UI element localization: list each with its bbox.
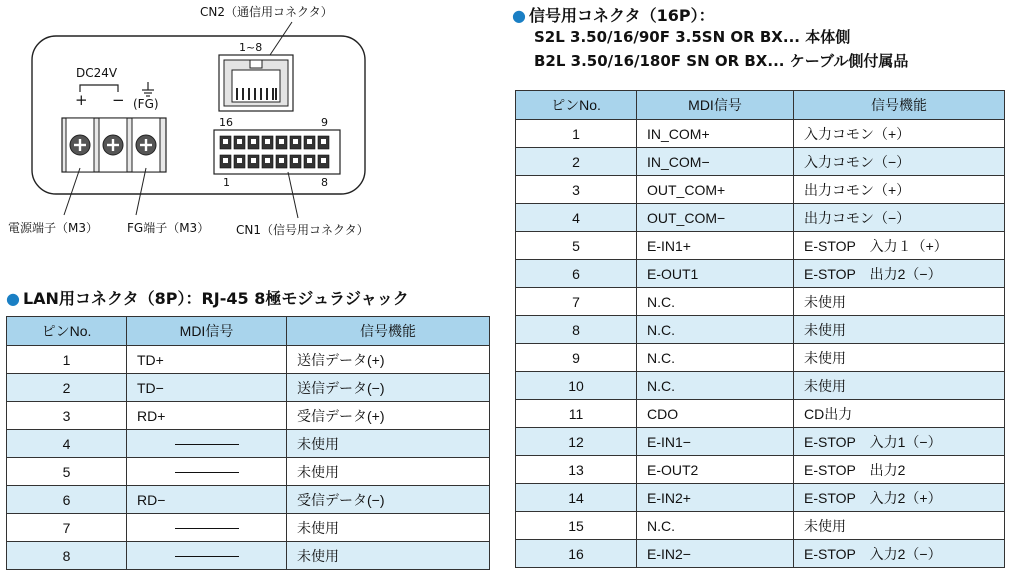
cn1-pin-9: 9 [321, 116, 328, 129]
pin-number: 8 [516, 316, 637, 344]
table-row [516, 148, 1005, 176]
signal-function: E-STOP 入力2（−） [794, 540, 1005, 568]
cn2-label: CN2（通信用コネクタ） [200, 5, 333, 19]
signal-function: E-STOP 入力1（−） [794, 428, 1005, 456]
pin-number: 7 [516, 288, 637, 316]
signal-part-main: S2L 3.50/16/90F 3.5SN OR BX... 本体側 [534, 28, 851, 46]
table-row [516, 372, 1005, 400]
cn1-pin-8: 8 [321, 176, 328, 189]
table-header-row [7, 317, 490, 346]
unused-dash [127, 514, 287, 542]
pin-number: 7 [7, 514, 127, 542]
pin-number: 3 [516, 176, 637, 204]
mdi-signal: N.C. [637, 288, 794, 316]
mdi-signal: E-OUT1 [637, 260, 794, 288]
signal-function: 送信データ(−) [287, 374, 490, 402]
table-row [7, 346, 490, 374]
pin-number: 11 [516, 400, 637, 428]
table-row [7, 542, 490, 570]
signal-function: 入力コモン（−） [794, 148, 1005, 176]
signal-function: 受信データ(−) [287, 486, 490, 514]
cn2-pin-range: 1~8 [239, 41, 263, 54]
signal-part-cable: B2L 3.50/16/180F SN OR BX... ケーブル側付属品 [534, 52, 909, 70]
unused-dash [127, 458, 287, 486]
signal-function: 未使用 [794, 512, 1005, 540]
mdi-signal: N.C. [637, 372, 794, 400]
signal-function: 未使用 [287, 430, 490, 458]
pin-number: 4 [516, 204, 637, 232]
table-row [516, 428, 1005, 456]
cn1-pin-16: 16 [219, 116, 233, 129]
pin-number: 13 [516, 456, 637, 484]
mdi-signal: N.C. [637, 344, 794, 372]
table-row [7, 458, 490, 486]
pin-number: 8 [7, 542, 127, 570]
screw-icon [70, 135, 90, 155]
signal-function: 未使用 [287, 458, 490, 486]
pin-number: 5 [7, 458, 127, 486]
mdi-signal: TD+ [127, 346, 287, 374]
table-row [516, 456, 1005, 484]
screw-icon [136, 135, 156, 155]
mdi-signal: OUT_COM− [637, 204, 794, 232]
header-mdi: MDI信号 [127, 317, 287, 346]
table-row [516, 316, 1005, 344]
bullet-icon: ● [6, 289, 20, 308]
table-row [516, 512, 1005, 540]
pin-number: 2 [7, 374, 127, 402]
device-diagram [0, 0, 500, 250]
pin-number: 2 [516, 148, 637, 176]
table-row [516, 232, 1005, 260]
minus-label: − [112, 91, 125, 109]
signal-function: 受信データ(+) [287, 402, 490, 430]
signal-connector-icon [214, 130, 340, 174]
pin-number: 15 [516, 512, 637, 540]
signal-heading [512, 3, 715, 26]
bullet-icon: ● [512, 6, 526, 25]
mdi-signal: RD− [127, 486, 287, 514]
table-row [516, 400, 1005, 428]
signal-function: E-STOP 入力2（+） [794, 484, 1005, 512]
mdi-signal: CDO [637, 400, 794, 428]
mdi-signal: IN_COM− [637, 148, 794, 176]
signal-pin-table [515, 90, 1005, 568]
signal-function: CD出力 [794, 400, 1005, 428]
table-row [516, 344, 1005, 372]
cn1-label: CN1（信号用コネクタ） [236, 223, 369, 237]
lan-heading-text: LAN用コネクタ（8P）：RJ-45 8極モジュラジャック [22, 289, 409, 308]
signal-function: E-STOP 出力2 [794, 456, 1005, 484]
pin-number: 5 [516, 232, 637, 260]
lan-heading [6, 286, 409, 309]
pin-number: 9 [516, 344, 637, 372]
mdi-signal: E-IN2+ [637, 484, 794, 512]
lan-pin-table [6, 316, 490, 570]
table-row [7, 374, 490, 402]
signal-function: 送信データ(+) [287, 346, 490, 374]
signal-function: 未使用 [794, 288, 1005, 316]
dc-voltage-label: DC24V [76, 66, 118, 80]
header-mdi: MDI信号 [637, 91, 794, 120]
fg-terminal-label: FG端子（M3） [127, 221, 210, 235]
signal-function: 入力コモン（+） [794, 120, 1005, 148]
unused-dash [127, 430, 287, 458]
signal-function: 未使用 [287, 514, 490, 542]
pin-number: 6 [516, 260, 637, 288]
signal-function: 未使用 [794, 316, 1005, 344]
plus-label: + [75, 91, 88, 109]
fg-label: (FG) [133, 97, 159, 111]
table-row [516, 120, 1005, 148]
signal-function: 未使用 [794, 372, 1005, 400]
pin-number: 1 [516, 120, 637, 148]
mdi-signal: E-IN1− [637, 428, 794, 456]
header-function: 信号機能 [287, 317, 490, 346]
mdi-signal: N.C. [637, 316, 794, 344]
pin-number: 3 [7, 402, 127, 430]
signal-function: 出力コモン（−） [794, 204, 1005, 232]
mdi-signal: E-IN1+ [637, 232, 794, 260]
terminal-block [62, 118, 166, 172]
mdi-signal: E-IN2− [637, 540, 794, 568]
table-row [7, 514, 490, 542]
header-pin: ピンNo. [7, 317, 127, 346]
cn1-pin-1: 1 [223, 176, 230, 189]
rj45-jack-icon [219, 55, 293, 111]
signal-function: E-STOP 出力2（−） [794, 260, 1005, 288]
table-row [7, 430, 490, 458]
signal-function: 未使用 [287, 542, 490, 570]
table-row [516, 540, 1005, 568]
mdi-signal: E-OUT2 [637, 456, 794, 484]
mdi-signal: IN_COM+ [637, 120, 794, 148]
pin-number: 6 [7, 486, 127, 514]
header-function: 信号機能 [794, 91, 1005, 120]
table-row [516, 204, 1005, 232]
signal-function: 出力コモン（+） [794, 176, 1005, 204]
signal-function: E-STOP 入力１（+） [794, 232, 1005, 260]
mdi-signal: RD+ [127, 402, 287, 430]
table-row [516, 484, 1005, 512]
mdi-signal: N.C. [637, 512, 794, 540]
table-row [7, 486, 490, 514]
unused-dash [127, 542, 287, 570]
pin-number: 10 [516, 372, 637, 400]
pin-number: 14 [516, 484, 637, 512]
mdi-signal: OUT_COM+ [637, 176, 794, 204]
table-row [516, 260, 1005, 288]
power-terminal-label: 電源端子（M3） [8, 221, 98, 235]
signal-heading-text: 信号用コネクタ（16P）： [528, 6, 715, 25]
pin-number: 1 [7, 346, 127, 374]
screw-icon [103, 135, 123, 155]
pin-number: 12 [516, 428, 637, 456]
mdi-signal: TD− [127, 374, 287, 402]
table-header-row [516, 91, 1005, 120]
pin-number: 4 [7, 430, 127, 458]
table-row [7, 402, 490, 430]
table-row [516, 176, 1005, 204]
table-row [516, 288, 1005, 316]
signal-function: 未使用 [794, 344, 1005, 372]
header-pin: ピンNo. [516, 91, 637, 120]
pin-number: 16 [516, 540, 637, 568]
